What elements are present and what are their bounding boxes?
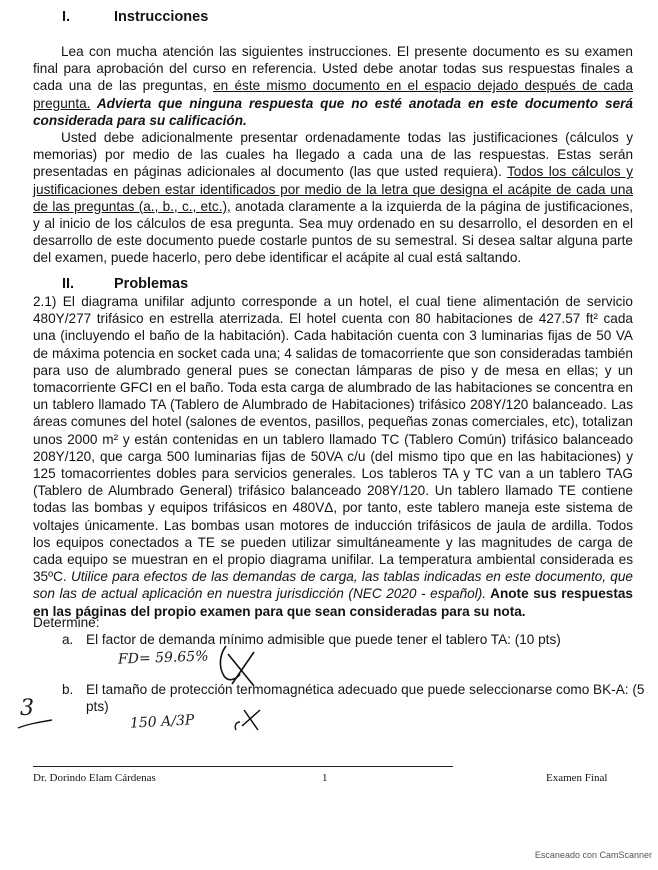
section-1-heading xyxy=(62,9,262,29)
instructions-text xyxy=(33,43,633,267)
handwritten-answer-a: FD= 59.65% xyxy=(117,648,209,668)
question-b-text: El tamaño de protección termomagnética adecuado que puede seleccionarse como BK-A: (5 pts) xyxy=(86,682,645,714)
problem-paragraph: 2.1) El diagrama unifilar adjunto corresponde a un hotel, el cual tiene alimentación de servicio 480Y/277 trifásico en estrella aterrizada. El hotel cuenta con 80 habitaciones de 427.57 ft² cada una (incluyendo el baño de la habitación). Cada habitación cuenta con 3 luminarias fijas de 50 VA de máxima potencia en socket cada una; 4 salidas de tomacorriente que son consideradas también para uso de alumbrado general pues se conectan lámparas de piso y de mesa en ellas; y un tomacorriente GFCI en el baño. Toda esta carga de alumbrado de las habitaciones se concentra en un tablero llamado TA (Tablero de Alumbrado de Habitaciones) trifásico 208Y/120 balanceado. Las áreas comunes del hotel (salones de eventos, pasillos, pequeñas zonas comerciales, etc), totalizan unos 2000 m² y están contenidas en un tablero llamado TC (Tablero Común) trifásico balanceado 208Y/120, que carga 500 luminarias fijas de 50VA c/u (del mismo tipo que en las habitaciones) y 125 tomacorrientes dobles para servicios generales. Los tableros TA y TC van a un tablero TAG (Tablero de Alumbrado General) trifásico balanceado 208Y/120. Un tablero llamado TE contiene todas las bombas y equipos trifásicos en 480VΔ, por tanto, este tablero maneja este sistema de voltajes únicamente. Las bombas usan motores de inducción trifásicos de jaula de ardilla. Todos los equipos conectados a TE se pueden utilizar simultáneamente y las magnitudes de carga de cada equipo se muestran en el propio diagrama unifilar. La temperatura ambiental considerada es 35ºC. Utilice para efectos de las demandas de carga, las tablas indicadas en este documento, que son las de actual aplicación en nuestra jurisdicción (NEC 2020 - español). Anote sus respuestas en las páginas del propio examen para que sean consideradas para su nota. xyxy=(33,294,633,619)
section-1-number: I. xyxy=(62,9,71,25)
question-a-label: a. xyxy=(62,632,74,647)
footer-page-number: 1 xyxy=(322,772,328,784)
footer-rule xyxy=(33,766,453,767)
scanner-watermark: Escaneado con CamScanner xyxy=(534,850,652,860)
footer-author: Dr. Dorindo Elam Cárdenas xyxy=(33,772,156,784)
section-2-title: Problemas xyxy=(114,276,189,292)
x-mark-b xyxy=(228,704,268,734)
instructions-paragraph-2: Usted debe adicionalmente presentar ordenadamente todas las justificaciones (cálculos y memorias) por medio de las cuales ha llegado a cada una de las respuestas. Estas serán presentadas en páginas adicionales al documento (las que usted requiera). Todos los cálculos y justificaciones deben estar identificados por medio de la letra que designa el acápite de cada una de las preguntas (a., b., c., etc.), anotada claramente a la izquierda de la página de justificaciones, y al inicio de los cálculos de esa pregunta. Sea muy ordenado en su desarrollo, el desorden en el desarrollo de este documento puede costarle puntos de su semestral. Si desea saltar alguna parte del examen, puede hacerlo, pero debe identificar el acápite al cual está saltando. xyxy=(33,130,634,266)
question-a-text: El factor de demanda mínimo admisible que puede tener el tablero TA: (10 pts) xyxy=(86,632,561,647)
footer-exam-label: Examen Final xyxy=(546,772,608,784)
question-a xyxy=(62,631,642,651)
score-underline xyxy=(16,718,56,732)
handwritten-answer-b: 150 A/3P xyxy=(129,712,195,732)
handwritten-score: 3 xyxy=(20,696,34,721)
section-2-number: II. xyxy=(62,276,75,292)
section-1-title: Instrucciones xyxy=(114,9,209,25)
problem-statement xyxy=(33,293,633,620)
question-b-label: b. xyxy=(62,682,74,697)
determine-label: Determine: xyxy=(33,615,100,630)
instructions-paragraph-1: Lea con mucha atención las siguientes instrucciones. El presente documento es su examen final para aprobación del curso en referencia. Usted debe anotar todas sus respuestas finales a cada una de las preguntas, en éste mismo documento en el espacio dejado después de cada pregunta. Advierta que ninguna respuesta que no esté anotada en este documento será considerada para su calificación. xyxy=(33,44,633,128)
